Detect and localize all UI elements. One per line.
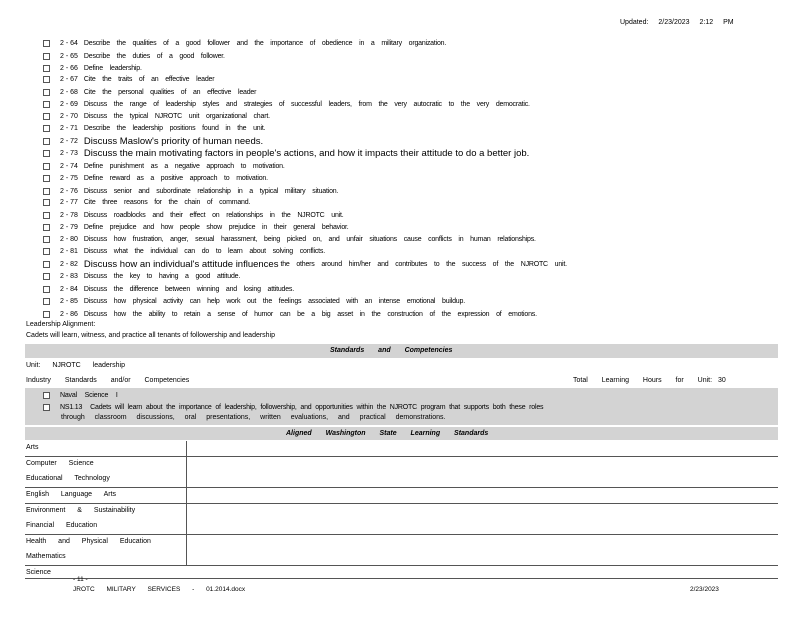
objective-text: Define reward as a positive approach to motivation.: [83, 175, 268, 182]
objective-item: [43, 87, 256, 98]
objective-number: 2 - 83: [60, 273, 78, 280]
standards-row: [25, 535, 778, 566]
bullet-icon: [43, 212, 50, 219]
unit-line: Unit: NJROTC leadership: [26, 362, 125, 369]
alignment-text: Cadets will learn, witness, and practice all tenants of followership and leadership: [26, 332, 276, 339]
objective-text: Cite the traits of an effective leader: [83, 76, 215, 83]
objective-text: Discuss the range of leadership styles and strategies of successful leaders, from the very autocratic to the very democratic.: [83, 101, 530, 108]
bullet-icon: [43, 286, 50, 293]
objective-number: 2 - 75: [60, 175, 78, 182]
objective-number: 2 - 76: [60, 188, 78, 195]
bullet-icon: [43, 76, 50, 83]
objective-number: 2 - 82: [60, 261, 78, 268]
objective-text: Define punishment as a negative approach to motivation.: [83, 163, 285, 170]
objective-text: Describe the duties of a good follower.: [83, 53, 225, 60]
objective-item: [43, 74, 214, 85]
objective-number: 2 - 64: [60, 40, 78, 47]
objective-item: [43, 136, 263, 147]
objective-number: 2 - 74: [60, 163, 78, 170]
standards-row: [25, 504, 778, 535]
naval-item-1: [43, 390, 118, 401]
objective-text: Discuss the main motivating factors in people's actions, and how it impacts their attitude to do a better job.: [83, 148, 530, 159]
objective-item: [43, 161, 285, 172]
objective-number: 2 - 79: [60, 224, 78, 231]
naval-item-2: [43, 402, 543, 413]
objective-number: 2 - 68: [60, 89, 78, 96]
table-divider: [186, 441, 187, 565]
objective-item: [43, 259, 567, 270]
objective-item: [43, 246, 325, 257]
objective-item: [43, 51, 225, 62]
aligned-header: Aligned Washington State Learning Standards: [286, 430, 489, 437]
bullet-icon: [43, 273, 50, 280]
objective-item: [43, 309, 537, 320]
footer-date: 2/23/2023: [690, 586, 719, 593]
objective-item: [43, 173, 268, 184]
standards-subject: Financial Education: [26, 522, 98, 529]
total-hours-label: Total Learning Hours for Unit:: [573, 377, 713, 384]
objective-number: 2 - 81: [60, 248, 78, 255]
bullet-icon: [43, 150, 50, 157]
objective-text: Discuss the typical NJROTC unit organizational chart.: [83, 113, 270, 120]
objective-text: Cite three reasons for the chain of command.: [83, 199, 251, 206]
objective-text: Discuss how an individual's attitude influences: [83, 259, 279, 270]
bullet-icon: [43, 101, 50, 108]
objective-number: 2 - 66: [60, 65, 78, 72]
updated-time: 2:12: [699, 19, 714, 26]
standards-row: [25, 566, 778, 579]
objective-text: Cite the personal qualities of an effective leader: [83, 89, 257, 96]
objective-number: 2 - 84: [60, 286, 78, 293]
objective-item: [43, 63, 142, 74]
bullet-icon: [43, 404, 50, 411]
objective-item: [43, 222, 349, 233]
objective-item: [43, 296, 465, 307]
naval-item-2-line2: through classroom discussions, oral presentations, written evaluations, and practical demonstrations.: [61, 414, 446, 421]
bullet-icon: [43, 113, 50, 120]
objective-number: 2 - 73: [60, 150, 78, 157]
bullet-icon: [43, 138, 50, 145]
bullet-icon: [43, 392, 50, 399]
bullet-icon: [43, 224, 50, 231]
bullet-icon: [43, 65, 50, 72]
standards-subject: Mathematics: [26, 553, 66, 560]
updated-label: Updated:: [620, 19, 649, 26]
naval-item-1-text: Naval Science I: [60, 392, 118, 399]
updated-ampm: PM: [723, 19, 734, 26]
footer-filename: JROTC MILITARY SERVICES - 01.2014.docx: [73, 586, 246, 593]
standards-subject: Arts: [26, 444, 39, 451]
standards-subject: English Language Arts: [26, 491, 117, 498]
standards-subject: Environment & Sustainability: [26, 507, 136, 514]
objective-item: [43, 38, 446, 49]
objective-number: 2 - 70: [60, 113, 78, 120]
objective-item: [43, 271, 240, 282]
total-hours-value: 30: [718, 377, 726, 384]
objective-text: Discuss how physical activity can help work out the feelings associated with an intense emotional buildup.: [83, 298, 465, 305]
bullet-icon: [43, 261, 50, 268]
bullet-icon: [43, 175, 50, 182]
objective-item: [43, 111, 270, 122]
objective-number: 2 - 85: [60, 298, 78, 305]
objective-number: 2 - 72: [60, 138, 78, 145]
objective-number: 2 - 78: [60, 212, 78, 219]
standards-subject: Science: [26, 569, 51, 576]
bullet-icon: [43, 199, 50, 206]
standards-row: [25, 488, 778, 504]
objective-text: Define leadership.: [83, 65, 142, 72]
objective-number: 2 - 71: [60, 125, 78, 132]
bullet-icon: [43, 236, 50, 243]
page-number: - 11 -: [73, 576, 88, 583]
updated-date: 2/23/2023: [658, 19, 690, 26]
objective-number: 2 - 65: [60, 53, 78, 60]
objective-text: Discuss roadblocks and their effect on relationships in the NJROTC unit.: [83, 212, 344, 219]
objective-text: Discuss senior and subordinate relationship in a typical military situation.: [83, 188, 339, 195]
objective-item: [43, 197, 250, 208]
industry-label: Industry Standards and/or Competencies: [26, 377, 190, 384]
objective-text: Discuss how frustration, anger, sexual harassment, being picked on, and unfair situations cause conflicts in human relationships.: [83, 236, 536, 243]
objective-item: [43, 99, 530, 110]
objective-number: 2 - 69: [60, 101, 78, 108]
objective-text-continued: the others around him/her and contributes to the success of the NJROTC unit.: [280, 261, 567, 268]
bullet-icon: [43, 163, 50, 170]
objective-item: [43, 234, 536, 245]
objective-text: Discuss Maslow's priority of human needs.: [83, 136, 264, 147]
objective-text: Discuss what the individual can do to learn about solving conflicts.: [83, 248, 325, 255]
objective-number: 2 - 80: [60, 236, 78, 243]
objective-item: [43, 148, 529, 159]
standards-row: [25, 441, 778, 457]
standards-header: Standards and Competencies: [330, 347, 453, 354]
bullet-icon: [43, 125, 50, 132]
objective-text: Describe the qualities of a good follower and the importance of obedience in a military organization.: [83, 40, 447, 47]
objective-number: 2 - 86: [60, 311, 78, 318]
standards-subject: Health and Physical Education: [26, 538, 151, 545]
bullet-icon: [43, 188, 50, 195]
bullet-icon: [43, 89, 50, 96]
bullet-icon: [43, 248, 50, 255]
standards-subject: Computer Science: [26, 460, 94, 467]
bullet-icon: [43, 311, 50, 318]
objective-number: 2 - 67: [60, 76, 78, 83]
bullet-icon: [43, 40, 50, 47]
objective-item: [43, 210, 343, 221]
objective-item: [43, 284, 294, 295]
naval-item-2-line1: Cadets will learn about the importance of leadership, followership, and opportunities within the NJROTC program that supports both these roles: [90, 404, 544, 411]
alignment-label: Leadership Alignment:: [26, 321, 96, 328]
objective-number: 2 - 77: [60, 199, 78, 206]
objective-text: Discuss the key to having a good attitude.: [83, 273, 241, 280]
objective-text: Define prejudice and how people show prejudice in their general behavior.: [83, 224, 349, 231]
objective-text: Discuss how the ability to retain a sense of humor can be a big asset in the construction of the expression of emotions.: [83, 311, 537, 318]
naval-item-2-code: NS1.13: [60, 404, 83, 411]
objective-item: [43, 186, 338, 197]
standards-row: [25, 457, 778, 488]
bullet-icon: [43, 298, 50, 305]
bullet-icon: [43, 53, 50, 60]
objective-text: Describe the leadership positions found in the unit.: [83, 125, 266, 132]
objective-item: [43, 123, 265, 134]
updated-timestamp: [620, 19, 734, 26]
objective-text: Discuss the difference between winning and losing attitudes.: [83, 286, 294, 293]
standards-subject: Educational Technology: [26, 475, 110, 482]
